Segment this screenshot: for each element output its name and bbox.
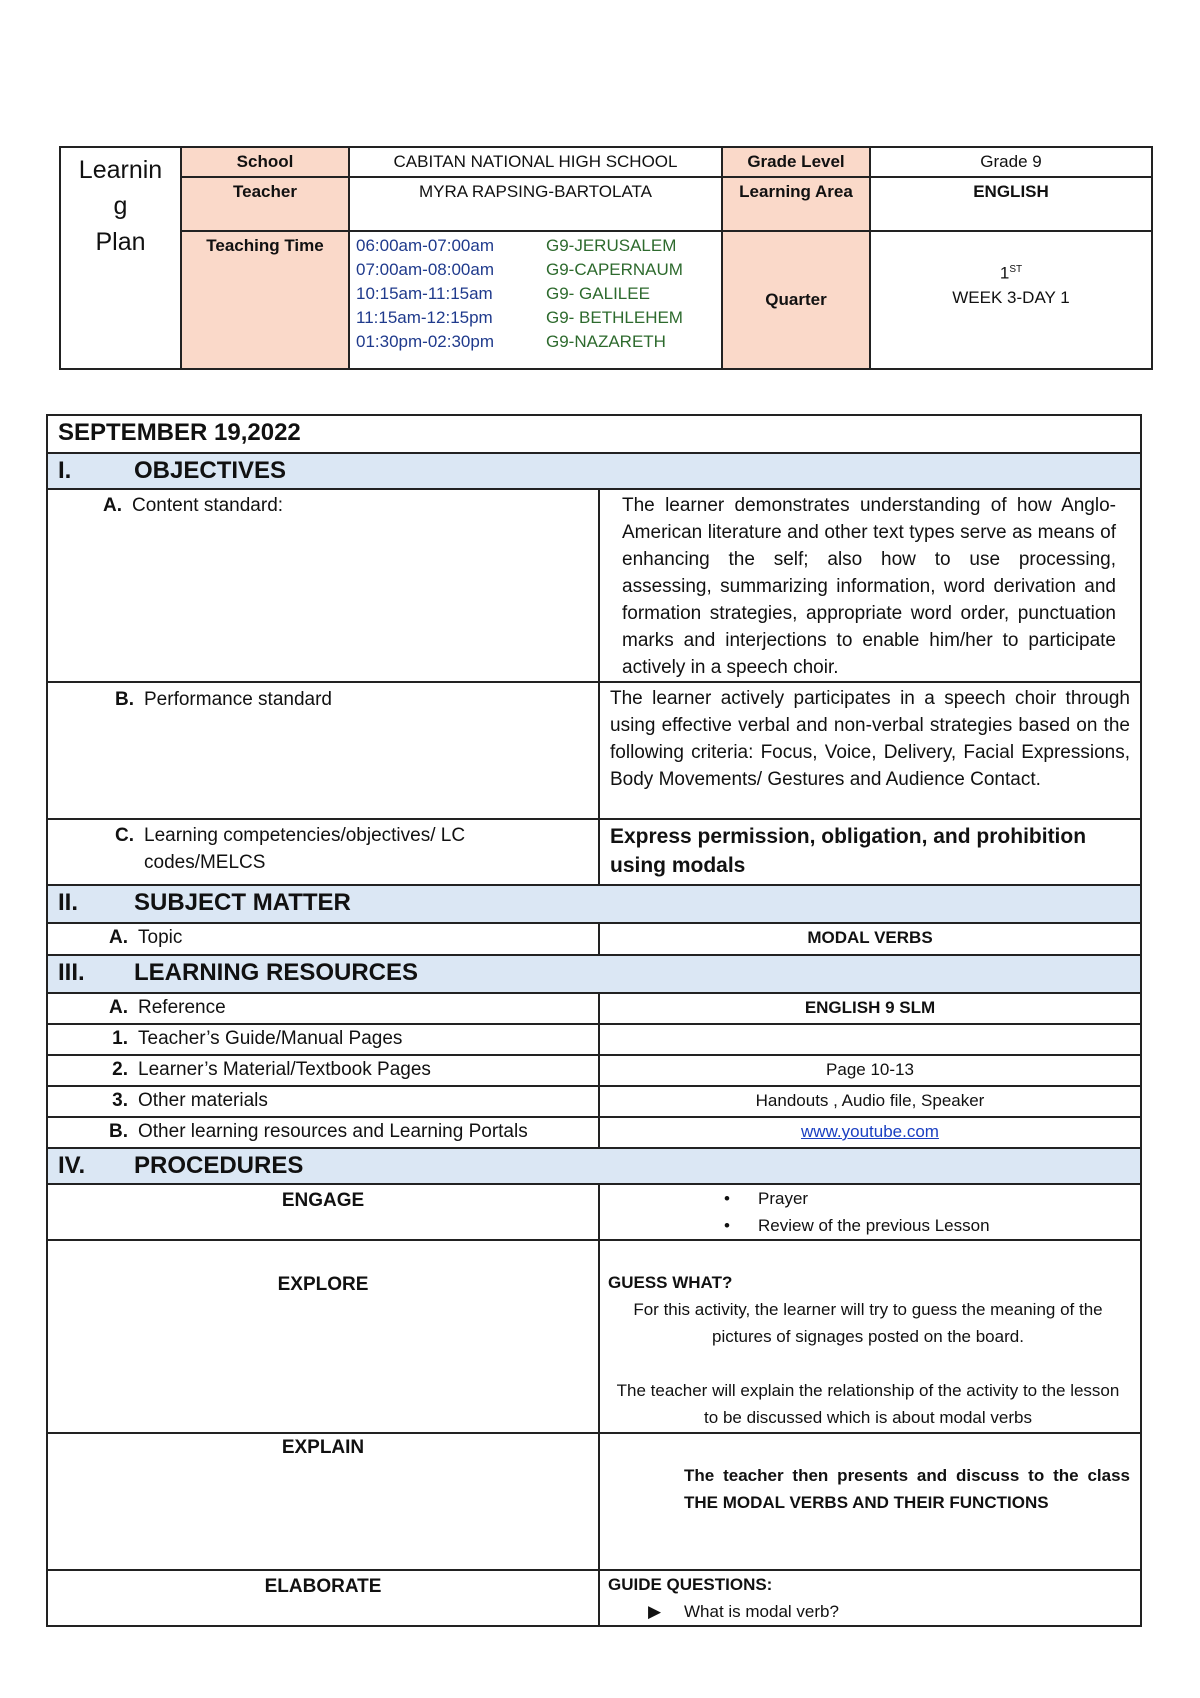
schedule-row: 11:15am-12:15pm G9- BETHLEHEM [356, 308, 683, 327]
resource-row-label: A. Reference [47, 993, 599, 1024]
section-objectives: I. OBJECTIVES [47, 453, 1141, 489]
explore-paragraph: The teacher will explain the relationship of the activity to the lesson to be discussed which is about modal verbs [616, 1381, 1120, 1427]
week-day: WEEK 3-DAY 1 [952, 287, 1070, 307]
elaborate-label: ELABORATE [47, 1570, 599, 1626]
competencies-text: Express permission, obligation, and prohibition using modals [599, 819, 1141, 885]
header-table [59, 146, 1153, 370]
resource-row-value [599, 1117, 1141, 1148]
schedule-row: 06:00am-07:00am G9-JERUSALEM [356, 236, 677, 255]
grade-level-label: Grade Level [722, 147, 870, 177]
resource-row-label: 2. Learner’s Material/Textbook Pages [47, 1055, 599, 1086]
schedule-row: 10:15am-11:15am G9- GALILEE [356, 284, 650, 303]
elaborate-heading: GUIDE QUESTIONS: [608, 1575, 773, 1594]
learning-area-value: ENGLISH [870, 177, 1152, 231]
arrow-bullet-icon: ▶ [648, 1602, 662, 1621]
lesson-date: SEPTEMBER 19,2022 [47, 415, 1141, 453]
teacher-value: MYRA RAPSING-BARTOLATA [349, 177, 722, 231]
engage-content [599, 1184, 1141, 1240]
list-item: • Review of the previous Lesson [758, 1212, 1132, 1239]
resource-row-value: Page 10-13 [599, 1055, 1141, 1086]
section-subject-matter: II. SUBJECT MATTER [47, 885, 1141, 923]
schedule-list [349, 231, 722, 369]
document-title: Learnin g Plan [60, 147, 181, 369]
school-value: CABITAN NATIONAL HIGH SCHOOL [349, 147, 722, 177]
content-standard-text: The learner demonstrates understanding of how Anglo-American literature and other text types serve as means of enhancing the self; also how to use processing, assessing, summarizing information, word derivation and formation strategies, appropriate word order, punctuation marks and interjections to enable him/her to participate actively in a speech choir. [599, 489, 1141, 682]
school-label: School [181, 147, 349, 177]
explore-heading: GUESS WHAT? [608, 1273, 733, 1292]
elaborate-content [599, 1570, 1141, 1626]
teacher-label: Teacher [181, 177, 349, 231]
resource-row-value: Handouts , Audio file, Speaker [599, 1086, 1141, 1117]
resource-row-label: 3. Other materials [47, 1086, 599, 1117]
grade-level-value: Grade 9 [870, 147, 1152, 177]
section-procedures: IV. PROCEDURES [47, 1148, 1141, 1184]
resource-row-value: ENGLISH 9 SLM [599, 993, 1141, 1024]
learning-area-label: Learning Area [722, 177, 870, 231]
topic-value: MODAL VERBS [599, 923, 1141, 955]
section-learning-resources: III. LEARNING RESOURCES [47, 955, 1141, 993]
resource-row-label: B. Other learning resources and Learning Portals [47, 1117, 599, 1148]
topic-label: A. Topic [47, 923, 599, 955]
competencies-label: C. Learning competencies/objectives/ LC codes/MELCS [47, 819, 599, 885]
content-standard-label: A. Content standard: [47, 489, 599, 682]
quarter-value: 1ST WEEK 3-DAY 1 [870, 231, 1152, 369]
explore-content [599, 1240, 1141, 1433]
explain-content: The teacher then presents and discuss to the class THE MODAL VERBS AND THEIR FUNCTIONS [599, 1433, 1141, 1570]
resource-row-value [599, 1024, 1141, 1055]
explain-label: EXPLAIN [47, 1433, 599, 1570]
performance-standard-text: The learner actively participates in a speech choir through using effective verbal and non-verbal strategies based on the following criteria: Focus, Voice, Delivery, Facial Expressions, Body Movements/ Gestures and Audience Contact. [599, 682, 1141, 819]
performance-standard-label: B. Performance standard [47, 682, 599, 819]
lesson-plan-table [46, 414, 1142, 1627]
schedule-row: 01:30pm-02:30pm G9-NAZARETH [356, 332, 666, 351]
teaching-time-label: Teaching Time [181, 231, 349, 369]
list-item: • Prayer [758, 1185, 1132, 1212]
resource-row-label: 1. Teacher’s Guide/Manual Pages [47, 1024, 599, 1055]
guide-question: What is modal verb? [684, 1602, 839, 1621]
schedule-row: 07:00am-08:00am G9-CAPERNAUM [356, 260, 683, 279]
explore-label: EXPLORE [47, 1240, 599, 1433]
explore-paragraph: For this activity, the learner will try to guess the meaning of the pictures of signages posted on the board. [633, 1300, 1103, 1346]
youtube-link[interactable]: www.youtube.com [801, 1122, 939, 1141]
engage-label: ENGAGE [47, 1184, 599, 1240]
quarter-label: Quarter [722, 231, 870, 369]
